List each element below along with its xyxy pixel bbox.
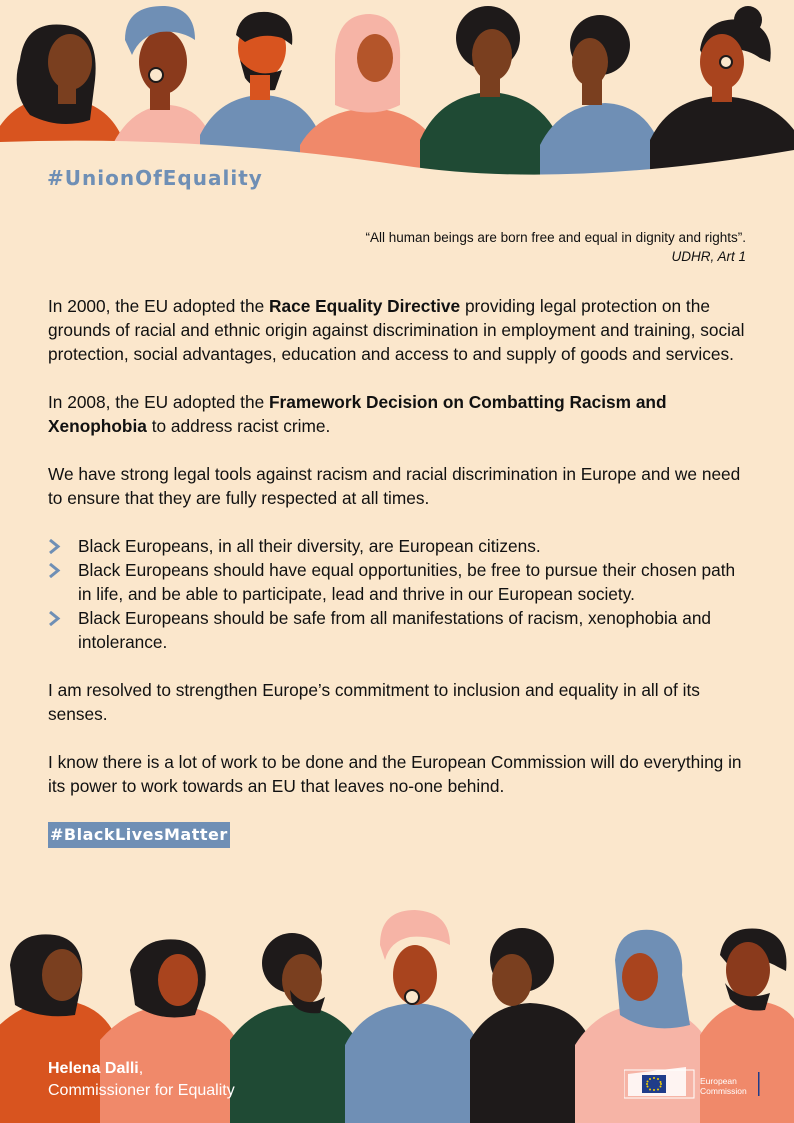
list-item: Black Europeans should have equal opportunities, be free to pursue their chosen path in life, and be able to participate, lead and thrive in our European society.	[48, 558, 753, 606]
paragraph-race-equality: In 2000, the EU adopted the Race Equality Directive providing legal protection on the grounds of racial and ethnic origin against discrimination in employment and training, social protection, social advantages, education and access to and supply of goods and services.	[48, 296, 745, 364]
black-lives-matter-hashtag: #BlackLivesMatter	[48, 822, 230, 848]
paragraph-framework-decision: In 2008, the EU adopted the Framework Decision on Combatting Racism and Xenophobia to address racist crime.	[48, 392, 667, 436]
top-people-illustration	[0, 0, 794, 190]
bullet-list	[48, 534, 753, 654]
chevron-right-icon	[48, 611, 62, 626]
chevron-right-icon	[48, 539, 62, 554]
signature-title: Commissioner for Equality	[48, 1082, 235, 1099]
udhr-quote	[366, 228, 746, 266]
list-item: Black Europeans should be safe from all manifestations of racism, xenophobia and intolerance.	[48, 606, 753, 654]
paragraph-legal-tools: We have strong legal tools against racism and racial discrimination in Europe and we need to ensure that they are fully respected at all times.	[48, 464, 741, 508]
bottom-person-3-figure	[230, 933, 360, 1123]
framework-decision: Framework Decision on Combatting Racism and Xenophobia	[48, 392, 667, 436]
person-5-figure	[420, 6, 560, 190]
person-6-figure	[540, 15, 660, 190]
chevron-right-icon	[48, 563, 62, 578]
bottom-person-5-figure	[470, 928, 590, 1123]
paragraph-work-ahead: I know there is a lot of work to be done and the European Commission will do everything in its power to work towards an EU that leaves no-one behind.	[48, 752, 742, 796]
signature-name: Helena Dalli	[48, 1060, 139, 1077]
european-commission-text: European Commission	[700, 1076, 747, 1096]
paragraph-commitment: I am resolved to strengthen Europe’s commitment to inclusion and equality in all of its senses.	[48, 680, 700, 724]
main-text	[48, 294, 753, 848]
quote-text: “All human beings are born free and equal in dignity and rights”.	[365, 230, 746, 245]
union-of-equality-hashtag: #UnionOfEquality	[47, 166, 263, 190]
quote-source: UDHR, Art 1	[671, 249, 746, 264]
race-equality-directive: Race Equality Directive	[269, 296, 461, 316]
signature: Helena Dalli, Commissioner for Equality	[48, 1058, 235, 1102]
bottom-person-4-figure	[345, 910, 480, 1123]
list-item: Black Europeans, in all their diversity, are European citizens.	[48, 534, 753, 558]
